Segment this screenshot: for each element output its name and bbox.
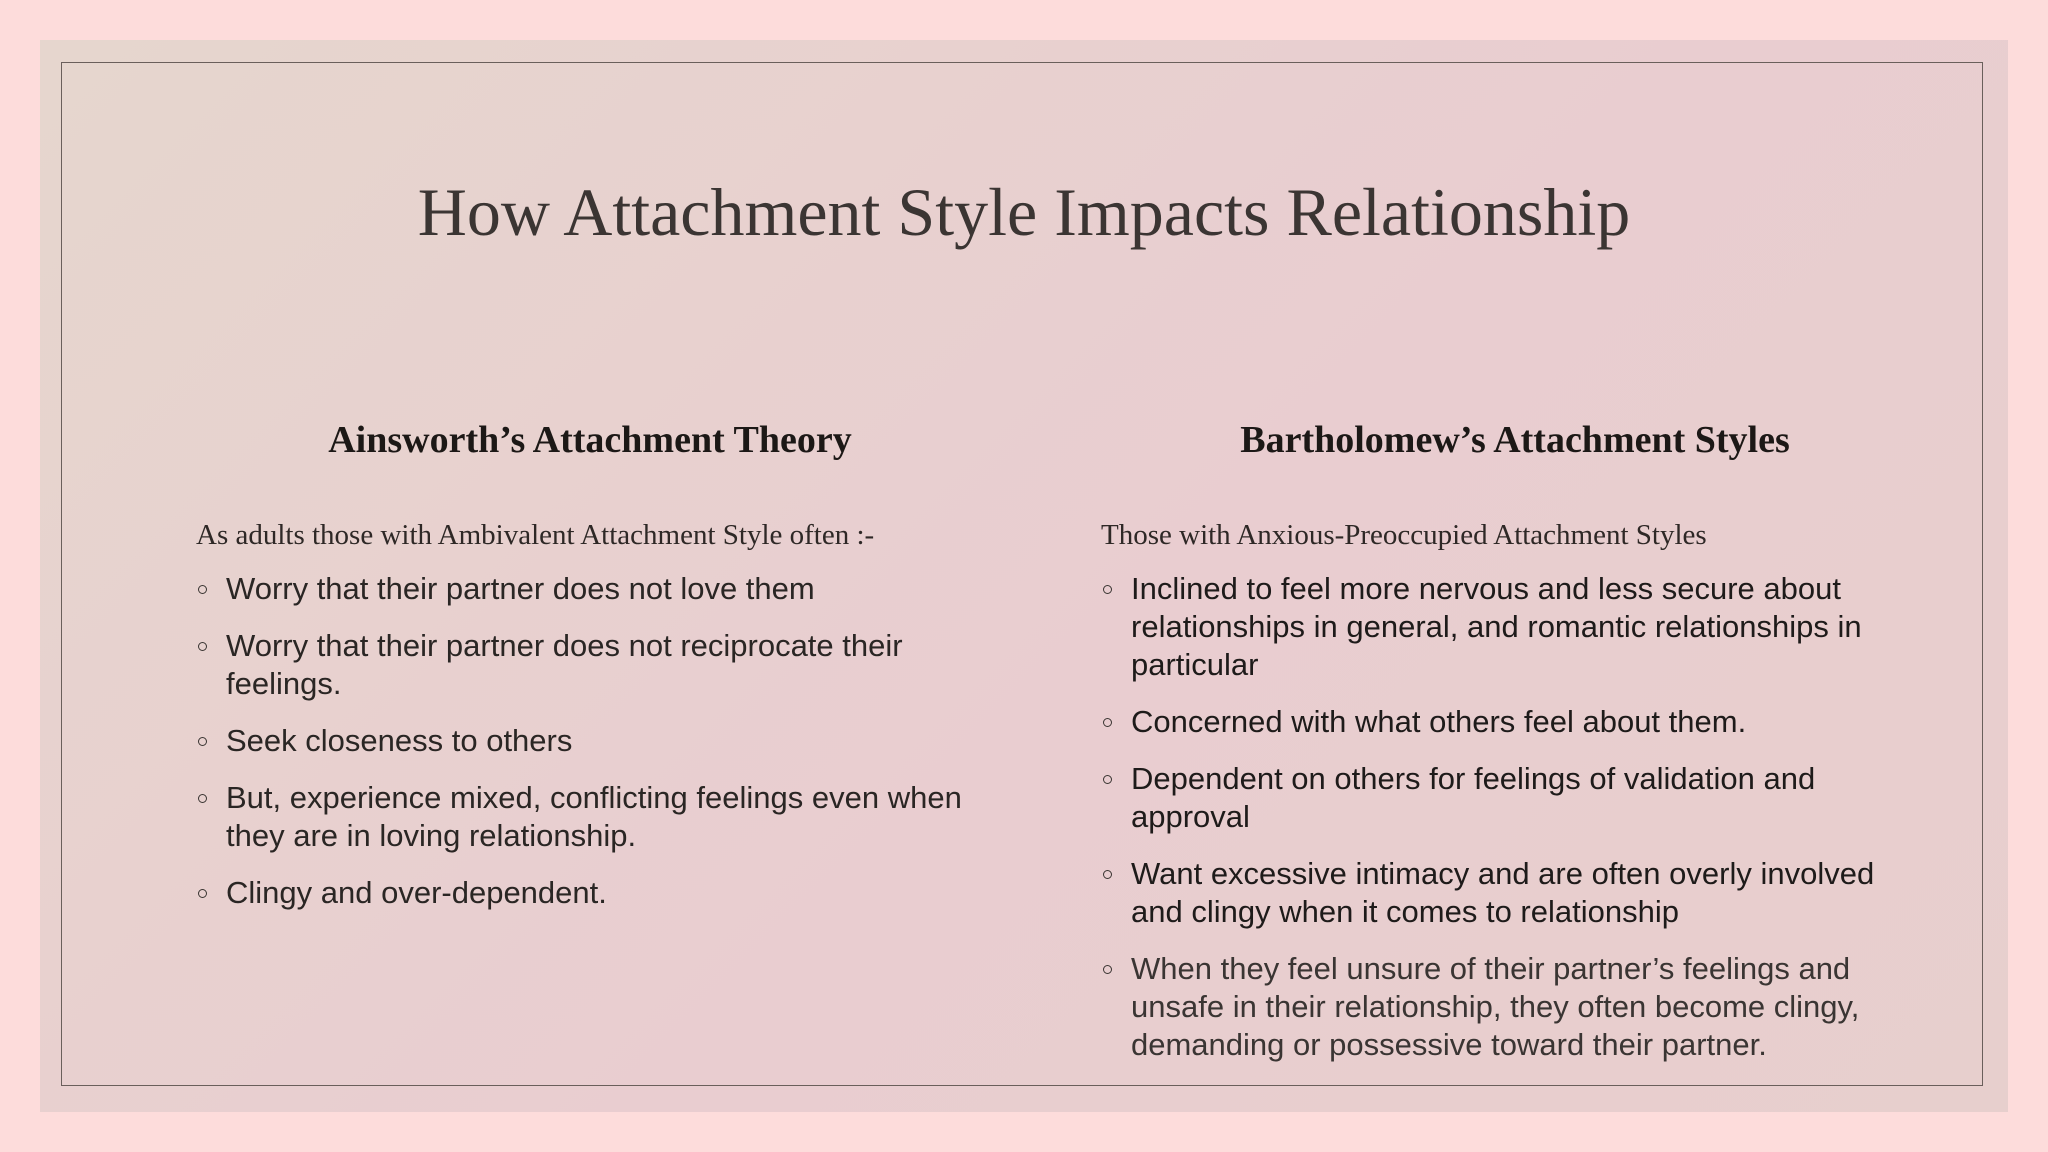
bullet-circle-icon	[1103, 870, 1112, 879]
list-item-text: When they feel unsure of their partner’s feelings and unsafe in their relationship, they often become clingy, demanding or possessive toward their partner.	[1131, 951, 1860, 1062]
list-item-text: But, experience mixed, conflicting feelings even when they are in loving relationship.	[226, 780, 962, 853]
list-item-text: Worry that their partner does not reciprocate their feelings.	[226, 628, 903, 701]
right-bullet-list	[1101, 570, 1931, 1083]
bullet-circle-icon	[198, 737, 207, 746]
list-item	[196, 874, 976, 912]
left-column-heading: Ainsworth’s Attachment Theory	[328, 419, 852, 461]
list-item-text: Seek closeness to others	[226, 723, 573, 758]
list-item-text: Dependent on others for feelings of validation and approval	[1131, 761, 1816, 834]
bullet-circle-icon	[198, 585, 207, 594]
bullet-circle-icon	[198, 889, 207, 898]
list-item-text: Worry that their partner does not love them	[226, 571, 815, 606]
list-item-text: Concerned with what others feel about them.	[1131, 704, 1747, 739]
left-column-intro: As adults those with Ambivalent Attachment Style often :-	[196, 519, 875, 551]
slide-title: How Attachment Style Impacts Relationship	[417, 174, 1631, 250]
list-item-text: Want excessive intimacy and are often overly involved and clingy when it comes to relationship	[1131, 856, 1875, 929]
list-item	[196, 570, 976, 608]
slide	[40, 40, 2008, 1112]
bullet-circle-icon	[1103, 718, 1112, 727]
bullet-circle-icon	[1103, 965, 1112, 974]
list-item-text: Inclined to feel more nervous and less secure about relationships in general, and romantic relationships in particular	[1131, 571, 1862, 682]
left-bullet-list	[196, 570, 976, 931]
bullet-circle-icon	[198, 794, 207, 803]
bullet-circle-icon	[198, 642, 207, 651]
list-item	[196, 779, 976, 855]
bullet-circle-icon	[1103, 585, 1112, 594]
list-item	[1101, 760, 1931, 836]
list-item	[1101, 950, 1931, 1064]
list-item-text: Clingy and over-dependent.	[226, 875, 607, 910]
list-item	[1101, 570, 1931, 684]
right-column-heading: Bartholomew’s Attachment Styles	[1240, 419, 1790, 461]
list-item	[196, 722, 976, 760]
right-column-intro: Those with Anxious-Preoccupied Attachment Styles	[1101, 519, 1707, 551]
bullet-circle-icon	[1103, 775, 1112, 784]
list-item	[1101, 855, 1931, 931]
list-item	[1101, 703, 1931, 741]
list-item	[196, 627, 976, 703]
